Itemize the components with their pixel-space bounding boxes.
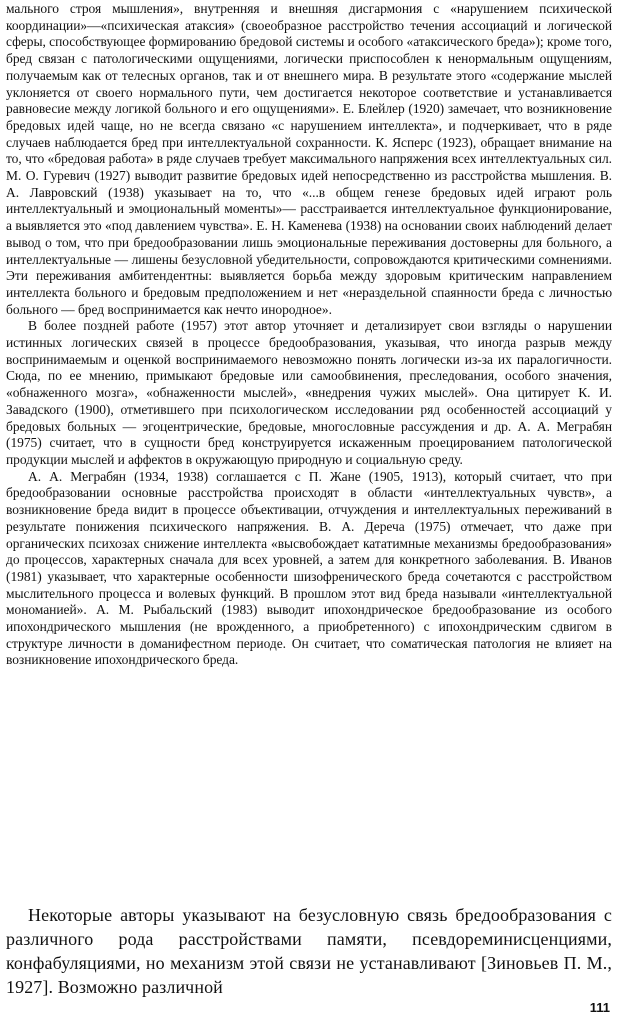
small-print-section bbox=[6, 1, 612, 669]
main-text-section bbox=[6, 903, 612, 999]
page-number: 111 bbox=[589, 1000, 610, 1015]
paragraph-megrabyan: А. А. Меграбян (1934, 1938) соглашается с П. Жане (1905, 1913), который считает, что при бредообразовании основные расстройства происходят в области «интеллектуальных чувств», а возникновение бреда видит в процессе объективации, отчуждения и интеллектуальных переживаний в результате понижения психического напряжения. В. А. Дереча (1975) отмечает, что даже при органических психозах снижение интеллекта «высвобождает кататимные механизмы бредообразования» до процессов, характерных сначала для всех уровней, а затем для конкретного заболевания. В. Иванов (1981) указывает, что характерные особенности шизофренического бреда сочетаются с расстройством мыслительного процесса и волевых функций. В прошлом этот вид бреда называли «интеллектуальной мономанией». А. М. Рыбальский (1983) выводит ипохондрическое бредообразование из особого ипохондрического мышления (не врожденного, а приобретенного) с ипохондрическим сдвигом в структуре личности в доманифестном периоде. Он считает, что соматическая патология не влияет на возникновение ипохондрического бреда. bbox=[6, 468, 612, 668]
paragraph-continued: мального строя мышления», внутренняя и внешняя дисгармония с «нарушением психической координации»—«психическая атаксия» (своеобразное расстройство течения ассоциаций и логической сферы, способствующее формированию бредовой системы и особого «атаксического бреда»); кроме того, бред связан с патологическими ощущениями, логически приспособлен к ненормальным ощущениям, получаемым как от телесных органов, так и от внешнего мира. В результате этого «содержание мыслей уклоняется от своего нормального пути, чем достигается некоторое соответствие и устанавливается равновесие между логикой больного и его ощущениями». Е. Блейлер (1920) замечает, что возникновение бредовых идей чаще, но не всегда связано «с нарушением интеллекта», и подчеркивает, что в ряде случаев наблюдается бред при интеллектуальной сохранности. К. Ясперс (1923), обращает внимание на то, что «бредовая работа» в ряде случаев требует максимального напряжения всех интеллектуальных сил. М. О. Гуревич (1927) выводит развитие бредовых идей непосредственно из расстройства мышления. В. А. Лавровский (1938) указывает на то, что «...в общем генезе бредовых идей играют роль интеллектуальный и эмоциональный моменты»— расстраивается интеллектуальное функционирование, а выявляется это «под давлением чувства». Е. Н. Каменева (1938) на основании своих наблюдений делает вывод о том, что при бредообразовании лишь эмоциональные переживания достоверны для больного, а интеллектуальные — лишены безусловной убедительности, сопровождаются критическими сомнениями. Эти переживания амбитендентны: выявляется борьба между здоровым критическим направлением интеллекта больного и бредовым предположением и нет «нераздельной спаянности бреда с личностью больного — бред воспринимается как нечто инородное». bbox=[6, 1, 612, 317]
paragraph-later-work: В более поздней работе (1957) этот автор уточняет и детализирует свои взгляды о нарушении истинных логических связей в процессе бредообразования, указывая, что иногда разрыв между воспринимаемым и оценкой воспринимаемого невозможно понять логически из-за их паралогичности. Сюда, по ее мнению, примыкают бредовые или самообвинения, преследования, особого значения, «обнаженного мозга», «обнаженности мыслей», «внедрения чужих мыслей». Она цитирует К. И. Завадского (1900), отметившего при психологическом исследовании ряд особенностей ассоциаций у бредовых больных — эгоцентрические, бредовые, многословные рассуждения и др. А. А. Меграбян (1975) считает, что в сущности бред конструируется искаженным проецированием патологической продукции мыслей и аффектов в окружающую природную и социальную среду. bbox=[6, 318, 612, 467]
paragraph-main: Некоторые авторы указывают на безусловную связь бредообразования с различного рода расстройствами памяти, псевдореминисценциями, конфабуляциями, но механизм этой связи не устанавливают [Зиновьев П. М., 1927]. Возможно различной bbox=[6, 905, 612, 997]
